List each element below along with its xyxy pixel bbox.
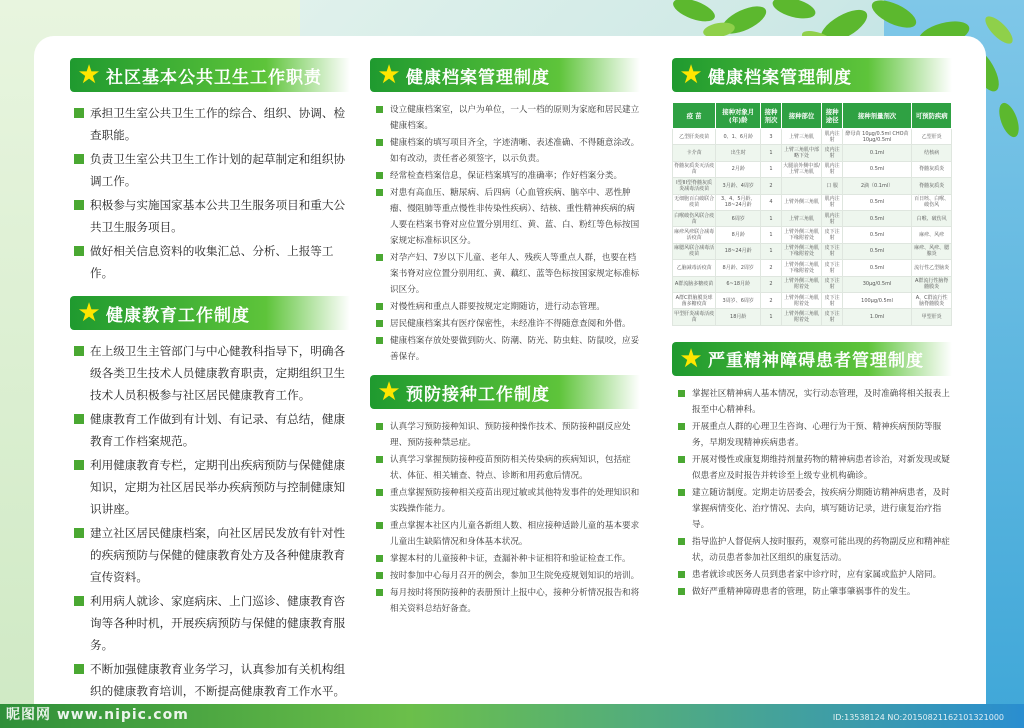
- table-cell: 3: [761, 129, 781, 145]
- table-cell: I型III型脊髓灰质炎减毒活疫苗: [673, 178, 716, 194]
- table-cell: 100μg/0.5ml: [842, 292, 912, 308]
- table-cell: 肌内注射: [822, 194, 842, 210]
- star-icon: ★: [377, 377, 401, 407]
- table-cell: 流行性乙型脑炎: [912, 260, 952, 276]
- table-header-cell: 接种部位: [781, 103, 822, 129]
- table-cell: 麻疹风疹联合减毒活疫苗: [673, 227, 716, 243]
- list-item: 患者就诊或医务人员到患者家中诊疗时，应有家属或监护人陪同。: [672, 567, 952, 583]
- bullet-square-icon: [376, 254, 383, 261]
- table-cell: 0.5ml: [842, 260, 912, 276]
- list-item: 在上级卫生主管部门与中心健教科指导下，明确各级各类卫生技术人员健康教育职责，定期组织卫生技术人员积极参与社区居民健康教育工作。: [70, 340, 350, 406]
- bullet-square-icon: [74, 200, 84, 210]
- table-cell: 8月龄: [716, 227, 761, 243]
- table-cell: 甲型肝炎减毒活疫苗: [673, 309, 716, 325]
- bullet-square-icon: [678, 571, 685, 578]
- bottom-band: [0, 704, 1024, 728]
- table-row: [673, 161, 952, 177]
- table-cell: 1: [761, 161, 781, 177]
- table-cell: A、C群流行性脑脊髓膜炎: [912, 292, 952, 308]
- list-item: 掌握社区精神病人基本情况，实行动态管理，及时准确将相关报表上报至中心精神科。: [672, 386, 952, 418]
- bullet-square-icon: [376, 337, 383, 344]
- list-item: 利用病人就诊、家庭病床、上门巡诊、健康教育咨询等各种时机，开展疾病预防与保健的健康教育服务。: [70, 590, 350, 656]
- table-cell: 皮下注射: [822, 260, 842, 276]
- table-cell: 无细胞百白破联合疫苗: [673, 194, 716, 210]
- list-item: 认真学习预防接种知识、预防接种操作技术、预防接种副反应处理、预防接种禁忌症。: [370, 419, 640, 451]
- table-row: [673, 309, 952, 325]
- table-row: [673, 178, 952, 194]
- table-cell: 肌内注射: [822, 210, 842, 226]
- table-cell: 3、4、5月龄、18~24月龄: [716, 194, 761, 210]
- table-header-cell: 接种剂次: [761, 103, 781, 129]
- table-cell: 6~18月龄: [716, 276, 761, 292]
- table-cell: 1: [761, 227, 781, 243]
- list-item: 不断加强健康教育业务学习，认真参加有关机构组织的健康教育培训，不断提高健康教育工作水平。: [70, 658, 350, 702]
- section-title: 预防接种工作制度: [406, 384, 550, 405]
- table-cell: A群C群脑膜炎球菌多糖疫苗: [673, 292, 716, 308]
- list-item: 做好相关信息资料的收集汇总、分析、上报等工作。: [70, 240, 350, 284]
- bullet-square-icon: [376, 106, 383, 113]
- table-cell: 脊髓灰质炎: [912, 178, 952, 194]
- table-cell: 0.5ml: [842, 194, 912, 210]
- bullet-square-icon: [678, 489, 685, 496]
- table-cell: 上臂外侧三角肌附着处: [781, 276, 822, 292]
- table-cell: 结核病: [912, 145, 952, 161]
- table-header-row: [673, 103, 952, 129]
- table-row: [673, 129, 952, 145]
- table-cell: 麻疹、风疹: [912, 227, 952, 243]
- table-row: [673, 260, 952, 276]
- star-icon: ★: [679, 343, 703, 374]
- table-cell: A群流脑多糖疫苗: [673, 276, 716, 292]
- table-cell: 0.5ml: [842, 210, 912, 226]
- vaccination-list: [370, 419, 640, 617]
- table-cell: 皮下注射: [822, 309, 842, 325]
- table-cell: 皮内注射: [822, 145, 842, 161]
- bullet-square-icon: [678, 456, 685, 463]
- table-cell: 1: [761, 309, 781, 325]
- table-cell: 6周岁: [716, 210, 761, 226]
- table-cell: 0.5ml: [842, 243, 912, 259]
- section-title: 健康教育工作制度: [106, 305, 250, 326]
- list-item: 健康档案存放处要做到防火、防潮、防光、防虫蛀、防鼠咬，应妥善保存。: [370, 333, 640, 365]
- bullet-square-icon: [678, 538, 685, 545]
- table-row: [673, 276, 952, 292]
- table-cell: 脊髓灰质炎: [912, 161, 952, 177]
- list-item: 掌握本村的儿童接种卡证，查漏补种卡证相符和验证检查工作。: [370, 551, 640, 567]
- list-item: 建立随访制度。定期走访居委会，按疾病分期随访精神病患者，及时掌握病情变化、治疗情况、去向，填写随访记录，进行康复治疗指导。: [672, 485, 952, 533]
- star-icon: ★: [77, 298, 101, 328]
- table-cell: 麻疹、风疹、腮腺炎: [912, 243, 952, 259]
- table-cell: 皮下注射: [822, 292, 842, 308]
- table-cell: 皮下注射: [822, 227, 842, 243]
- table-cell: 30μg/0.5ml: [842, 276, 912, 292]
- table-cell: 0、1、6月龄: [716, 129, 761, 145]
- bullet-square-icon: [74, 154, 84, 164]
- table-cell: 上臂外侧三角肌附着处: [781, 292, 822, 308]
- vaccine-schedule-table: [672, 102, 952, 326]
- bullet-square-icon: [376, 303, 383, 310]
- list-item: 对患有高血压、糖尿病、后四病（心血管疾病、脑卒中、恶性肿瘤、慢阻肺等重点慢性非传染性疾病）、结核、重性精神疾病的病人要在档案书脊对应位置分别用红、黄、蓝、白、粉红等色标按国家规定标准标识区分。: [370, 185, 640, 249]
- table-cell: 麻腮风联合减毒活疫苗: [673, 243, 716, 259]
- list-item: 利用健康教育专栏，定期刊出疾病预防与保健健康知识，定期为社区居民举办疾病预防与控制健康知识讲座。: [70, 454, 350, 520]
- list-item: 指导监护人督促病人按时服药，观察可能出现的药物副反应和精神症状，动员患者参加社区组织的康复活动。: [672, 534, 952, 566]
- table-cell: 0.1ml: [842, 145, 912, 161]
- table-cell: 上臂外侧三角肌下缘附着处: [781, 243, 822, 259]
- section-title: 严重精神障碍患者管理制度: [708, 351, 924, 372]
- table-cell: 2: [761, 292, 781, 308]
- bullet-square-icon: [74, 346, 84, 356]
- watermark-logo: 昵图网 www.nipic.com: [6, 707, 189, 723]
- bullet-square-icon: [74, 596, 84, 606]
- section-header-duties: [70, 58, 350, 92]
- table-cell: 出生时: [716, 145, 761, 161]
- table-cell: 卡介苗: [673, 145, 716, 161]
- table-cell: 2滴（0.1ml）: [842, 178, 912, 194]
- table-cell: 大腿前外侧中部/上臂三角肌: [781, 161, 822, 177]
- table-cell: 2: [761, 276, 781, 292]
- list-item: 承担卫生室公共卫生工作的综合、组织、协调、检查职能。: [70, 102, 350, 146]
- section-title: 健康档案管理制度: [708, 67, 852, 88]
- column-3: [672, 58, 952, 601]
- section-title: 社区基本公共卫生工作职责: [106, 67, 322, 88]
- mental-health-list: [672, 386, 952, 600]
- column-2: [370, 58, 640, 618]
- bullet-square-icon: [74, 664, 84, 674]
- bullet-square-icon: [74, 246, 84, 256]
- list-item: 设立健康档案室，以户为单位，一人一档的原则为家庭和居民建立健康档案。: [370, 102, 640, 134]
- list-item: 积极参与实施国家基本公共卫生服务项目和重大公共卫生服务项目。: [70, 194, 350, 238]
- table-cell: 皮下注射: [822, 243, 842, 259]
- table-cell: 0.5ml: [842, 227, 912, 243]
- table-row: [673, 145, 952, 161]
- table-cell: 肌内注射: [822, 129, 842, 145]
- bullet-square-icon: [74, 528, 84, 538]
- bullet-square-icon: [74, 460, 84, 470]
- list-item: 按时参加中心每月召开的例会，参加卫生院免疫规划知识的培训。: [370, 568, 640, 584]
- table-row: [673, 243, 952, 259]
- table-header-cell: 疫 苗: [673, 103, 716, 129]
- list-item: 负责卫生室公共卫生工作计划的起草制定和组织协调工作。: [70, 148, 350, 192]
- table-cell: 1: [761, 145, 781, 161]
- table-cell: 3周岁、6周岁: [716, 292, 761, 308]
- table-row: [673, 194, 952, 210]
- table-cell: A群流行性脑脊髓膜炎: [912, 276, 952, 292]
- bullet-square-icon: [376, 589, 383, 596]
- list-item: 居民健康档案其有医疗保密性，未经准许不得随意查阅和外借。: [370, 316, 640, 332]
- list-item: 认真学习掌握预防接种疫苗预防相关传染病的疾病知识，包括症状、体征、相关辅查、特点、诊断和用药愈后情况。: [370, 452, 640, 484]
- table-cell: 4: [761, 194, 781, 210]
- table-cell: 乙型肝炎疫苗: [673, 129, 716, 145]
- bullet-square-icon: [376, 423, 383, 430]
- section-header-health-education: [70, 296, 350, 330]
- table-cell: 18~24月龄: [716, 243, 761, 259]
- list-item: 重点掌握预防接种相关疫苗出现过敏或其他特发事件的处理知识和实践操作能力。: [370, 485, 640, 517]
- table-cell: 上臂三角肌: [781, 129, 822, 145]
- table-cell: 上臂外侧三角肌下缘附着处: [781, 227, 822, 243]
- table-cell: 1.0ml: [842, 309, 912, 325]
- section-header-records: [370, 58, 640, 92]
- table-cell: 白喉、破伤风: [912, 210, 952, 226]
- list-item: 对孕产妇、7岁以下儿童、老年人、残疾人等重点人群，也要在档案书脊对应位置分别用红、黄、藕红、蓝等色标按国家规定标准标识区分。: [370, 250, 640, 298]
- list-item: 开展重点人群的心理卫生咨询、心理行为干预、精神疾病预防等服务，早期发现精神疾病患者。: [672, 419, 952, 451]
- section-header-mental-health: [672, 342, 952, 376]
- bullet-square-icon: [376, 522, 383, 529]
- table-cell: 乙型肝炎: [912, 129, 952, 145]
- bullet-square-icon: [678, 423, 685, 430]
- bullet-square-icon: [376, 189, 383, 196]
- list-item: 做好严重精神障碍患者的管理，防止肇事肇祸事件的发生。: [672, 584, 952, 600]
- column-1: [70, 58, 350, 704]
- table-cell: 肌内注射: [822, 161, 842, 177]
- list-item: 对慢性病和重点人群要按规定定期随访，进行动态管理。: [370, 299, 640, 315]
- duties-list: [70, 102, 350, 284]
- table-cell: 皮下注射: [822, 276, 842, 292]
- table-row: [673, 227, 952, 243]
- records-list: [370, 102, 640, 365]
- bullet-square-icon: [376, 172, 383, 179]
- table-cell: 上臂外侧三角肌附着处: [781, 309, 822, 325]
- table-cell: 2月龄: [716, 161, 761, 177]
- list-item: 开展对慢性或康复期维持剂量药物的精神病患者诊治，对新发现或疑似患者应及时报告并转诊至上级专业机构确诊。: [672, 452, 952, 484]
- table-header-cell: 接种剂量剂次: [842, 103, 912, 129]
- bullet-square-icon: [376, 456, 383, 463]
- table-row: [673, 292, 952, 308]
- bullet-square-icon: [376, 572, 383, 579]
- bullet-square-icon: [74, 414, 84, 424]
- list-item: 经常检查档案信息，保证档案填写的准确率；作好档案分类。: [370, 168, 640, 184]
- table-cell: 上臂三角肌中部略下处: [781, 145, 822, 161]
- table-row: [673, 210, 952, 226]
- bullet-square-icon: [376, 555, 383, 562]
- table-cell: 8月龄、2周岁: [716, 260, 761, 276]
- table-header-cell: 接种对象月(年)龄: [716, 103, 761, 129]
- star-icon: ★: [377, 60, 401, 90]
- table-cell: 上臂外侧三角肌下缘附着处: [781, 260, 822, 276]
- health-education-list: [70, 340, 350, 702]
- list-item: 健康教育工作做到有计划、有记录、有总结，健康教育工作档案规范。: [70, 408, 350, 452]
- star-icon: ★: [679, 60, 703, 90]
- table-cell: 1: [761, 210, 781, 226]
- watermark-id: ID:13538124 NO:20150821162101321000: [832, 713, 1004, 722]
- bullet-square-icon: [74, 108, 84, 118]
- list-item: 健康档案的填写项目齐全，字迹清晰、表述准确、不得随意涂改。如有改动，责任者必须签字，以示负责。: [370, 135, 640, 167]
- table-body: [673, 129, 952, 326]
- table-cell: 2: [761, 178, 781, 194]
- bullet-square-icon: [678, 588, 685, 595]
- table-cell: 白喉破伤风联合疫苗: [673, 210, 716, 226]
- table-cell: 甲型肝炎: [912, 309, 952, 325]
- list-item: 重点掌握本社区内儿童各新组人数、相应接种适龄儿童的基本要求儿童出生缺陷情况和身体基本状况。: [370, 518, 640, 550]
- table-cell: 上臂外侧三角肌: [781, 194, 822, 210]
- table-cell: 1: [761, 243, 781, 259]
- section-header-vaccine-schedule: [672, 58, 952, 92]
- bullet-square-icon: [376, 139, 383, 146]
- table-header-cell: 接种途径: [822, 103, 842, 129]
- bullet-square-icon: [678, 390, 685, 397]
- table-cell: 口 服: [822, 178, 842, 194]
- table-cell: [781, 178, 822, 194]
- table-cell: 2: [761, 260, 781, 276]
- section-title: 健康档案管理制度: [406, 67, 550, 88]
- table-header-cell: 可预防疾病: [912, 103, 952, 129]
- list-item: 建立社区居民健康档案，向社区居民发放有针对性的疾病预防与保健的健康教育处方及各种健康教育宣传资料。: [70, 522, 350, 588]
- table-cell: 酵母苗 10μg/0.5ml CHO苗 10μg/0.5ml: [842, 129, 912, 145]
- table-cell: 18月龄: [716, 309, 761, 325]
- bullet-square-icon: [376, 320, 383, 327]
- table-cell: 3月龄、4周岁: [716, 178, 761, 194]
- bullet-square-icon: [376, 489, 383, 496]
- table-cell: 上臂三角肌: [781, 210, 822, 226]
- list-item: 每月按时将预防接种的表册预计上报中心，接种分析情况报告和将相关资料总结好备查。: [370, 585, 640, 617]
- table-cell: 0.5ml: [842, 161, 912, 177]
- table-cell: 脊髓灰质炎灭活疫苗: [673, 161, 716, 177]
- table-cell: 乙脑减毒活疫苗: [673, 260, 716, 276]
- star-icon: ★: [77, 60, 101, 90]
- section-header-vaccination: [370, 375, 640, 409]
- table-cell: 百日咳、白喉、破伤风: [912, 194, 952, 210]
